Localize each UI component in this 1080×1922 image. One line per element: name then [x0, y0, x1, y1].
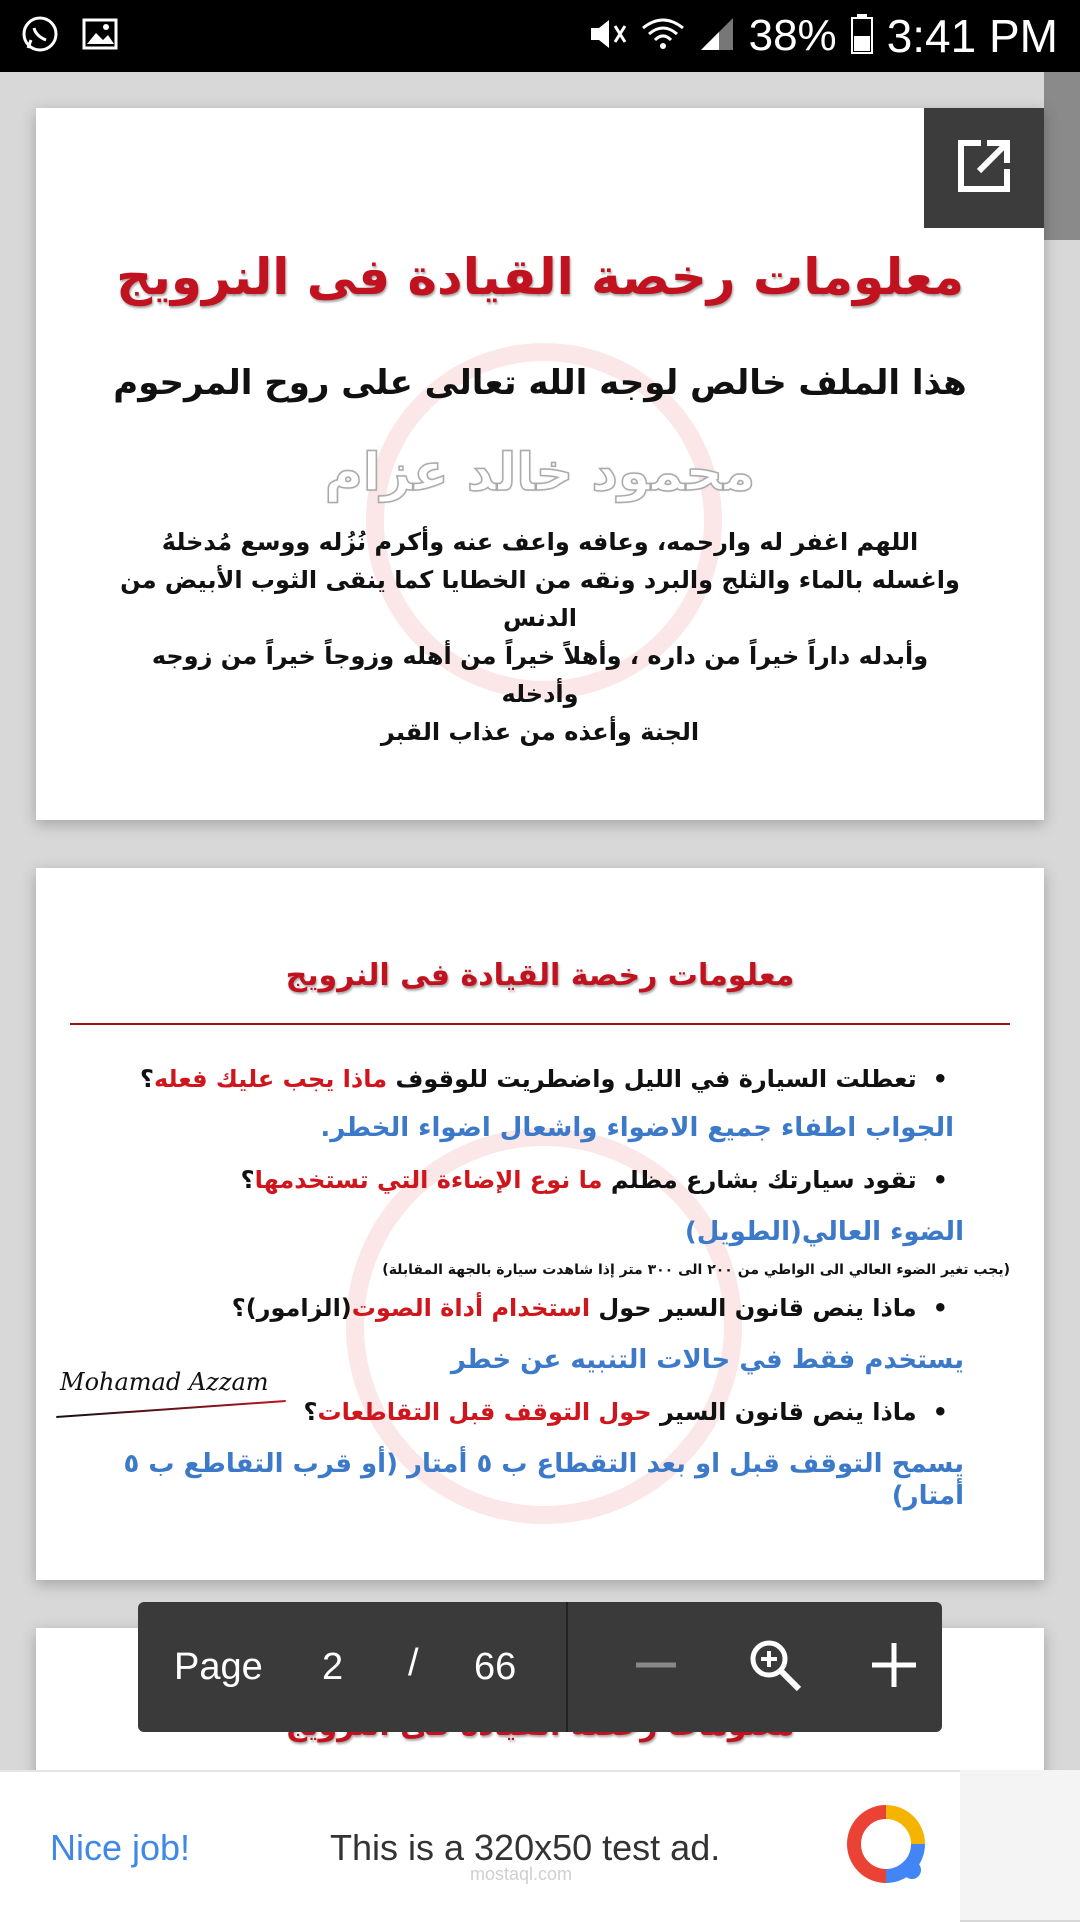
question-highlight: استخدام أداة الصوت	[351, 1294, 591, 1322]
answer-4: يسمح التوقف قبل او بعد التقطاع ب ٥ أمتار (أو قرب التقاطع ب ٥ أمتار)	[123, 1449, 964, 1511]
question-text: تقود سيارتك بشارع مظلم	[602, 1166, 917, 1194]
question-highlight: ما نوع الإضاءة التي تستخدمها	[254, 1166, 603, 1194]
plus-icon	[870, 1641, 918, 1693]
page-control-bar	[138, 1602, 942, 1732]
question-highlight: حول التوقف قبل التقاطعات	[317, 1398, 652, 1426]
page-label: Page	[174, 1646, 263, 1688]
question-3	[98, 1292, 948, 1324]
answer-3: يستخدم فقط في حالات التنبيه عن خطر	[450, 1345, 964, 1375]
whatsapp-icon	[20, 14, 60, 58]
answer-1: الجواب اطفاء جميع الاضواء واشعال اضواء الخطر.	[320, 1113, 954, 1143]
signal-icon	[699, 16, 735, 56]
current-page[interactable]: 2	[322, 1646, 344, 1688]
zoom-out-button[interactable]	[616, 1627, 696, 1707]
watermark-text: mostaql.com	[470, 1864, 573, 1884]
prayer-line: الجنة وأعذه من عذاب القبر	[380, 718, 700, 746]
question-highlight: ماذا يجب عليك فعله	[153, 1065, 388, 1093]
page-separator: /	[408, 1642, 419, 1684]
deceased-name: محمود خالد عزام	[324, 443, 756, 503]
total-pages: 66	[474, 1646, 517, 1688]
question-1	[98, 1063, 948, 1095]
zoom-in-icon	[747, 1637, 803, 1697]
question-end: ؟	[303, 1398, 318, 1426]
wifi-icon	[641, 16, 685, 56]
question-text: ماذا ينص قانون السير حول	[590, 1294, 917, 1322]
ad-logo-icon	[846, 1804, 926, 1889]
page-title: معلومات رخصة القيادة فى النرويج	[116, 248, 964, 306]
zoom-button[interactable]	[735, 1627, 815, 1707]
clock: 3:41 PM	[886, 10, 1058, 62]
pdf-page-2	[36, 868, 1044, 1580]
question-text: تعطلت السيارة في الليل واضطريت للوقوف	[387, 1065, 917, 1093]
ad-text: This is a 320x50 test ad.	[330, 1827, 721, 1868]
question-2	[98, 1164, 948, 1196]
question-text: ماذا ينص قانون السير	[651, 1398, 917, 1426]
question-4	[98, 1396, 948, 1428]
bullet: •	[932, 1398, 948, 1426]
prayer-line: واغسله بالماء والثلج والبرد ونقه من الخطايا كما ينقى الثوب الأبيض من	[120, 566, 960, 594]
page-title: معلومات رخصة القيادة فى النرويج	[285, 958, 795, 993]
bullet: •	[932, 1294, 948, 1322]
question-end: ؟	[140, 1065, 154, 1093]
minus-icon	[633, 1642, 679, 1692]
zoom-in-button[interactable]	[854, 1627, 934, 1707]
title-underline	[70, 1023, 1010, 1025]
signature: Mohamad Azzam	[60, 1368, 269, 1396]
answer-2-note: (يجب تغير الضوء العالي الى الواطي من ٢٠٠ الى ٣٠٠ متر إذا شاهدت سيارة بالجهة المقابلة)	[382, 1262, 1010, 1278]
image-icon	[82, 18, 118, 54]
status-bar	[0, 0, 1080, 72]
dedication-line: هذا الملف خالص لوجه الله تعالى على روح المرحوم	[113, 363, 967, 403]
prayer-line: اللهم اغفر له وارحمه، وعافه واعف عنه وأكرم نُزُله ووسع مُدخلهُ	[161, 528, 919, 556]
ad-banner[interactable]	[0, 1770, 960, 1922]
prayer-line: وأبدله داراً خيراً من داره ، وأهلاً خيراً من أهله وزوجاً خيراً من زوجه وأدخله	[151, 642, 929, 708]
answer-2: الضوء العالي(الطويل)	[684, 1217, 964, 1247]
question-end: (الزامور)؟	[231, 1294, 352, 1322]
ad-nice-label: Nice job!	[50, 1827, 191, 1868]
pdf-page-1	[36, 108, 1044, 820]
mute-icon	[587, 16, 627, 56]
ad-side-panel	[960, 1770, 1080, 1920]
scrollbar-thumb[interactable]	[1044, 72, 1080, 240]
divider	[566, 1602, 568, 1732]
open-external-button[interactable]	[924, 108, 1044, 228]
open-external-icon	[955, 137, 1013, 199]
question-end: ؟	[240, 1166, 255, 1194]
prayer-line: الدنس	[502, 604, 578, 632]
bullet: •	[932, 1065, 948, 1093]
bullet: •	[932, 1166, 948, 1194]
battery-icon	[851, 14, 873, 58]
prayer-text	[116, 523, 964, 751]
battery-percent: 38%	[748, 11, 837, 60]
